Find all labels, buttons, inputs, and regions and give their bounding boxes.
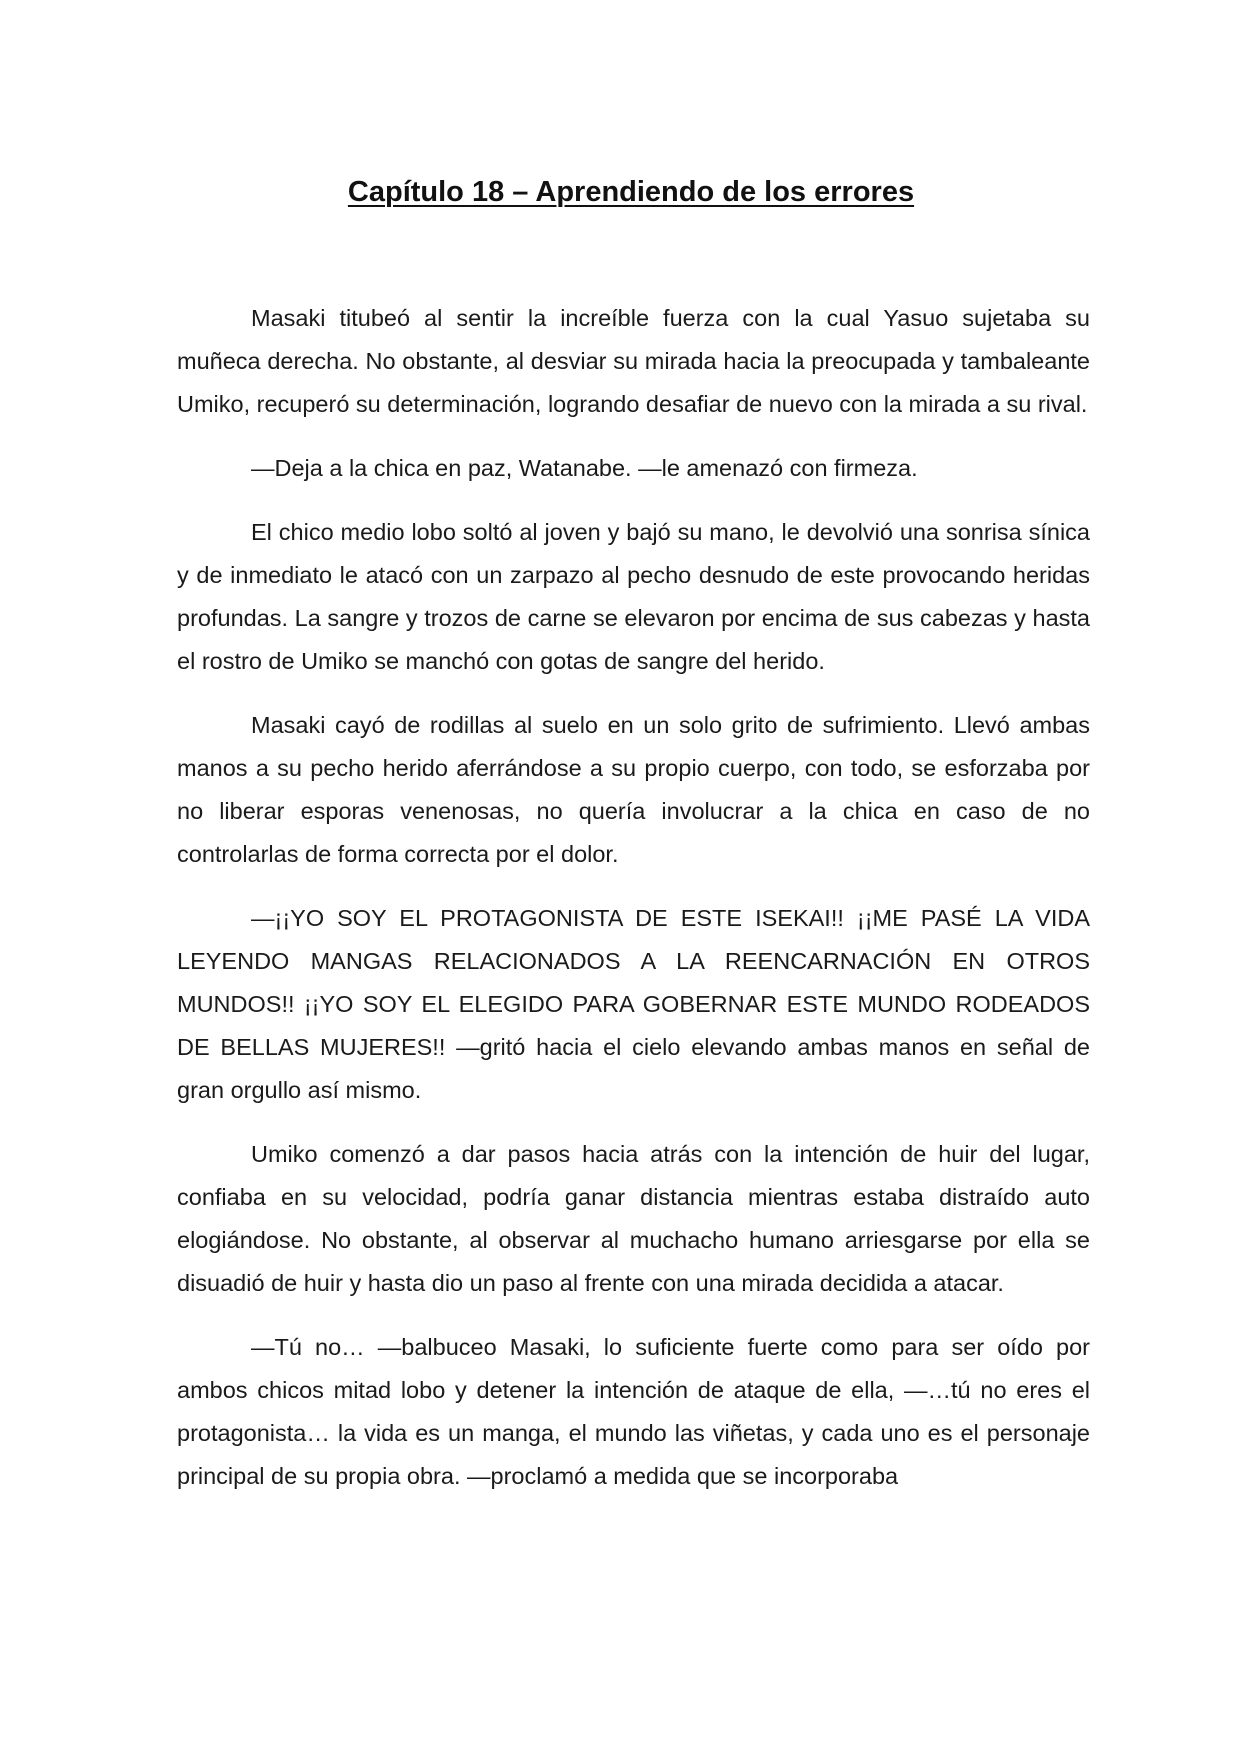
chapter-title-text: Capítulo 18 – Aprendiendo de los errores <box>347 176 915 208</box>
paragraph: —¡¡YO SOY EL PROTAGONISTA DE ESTE ISEKAI!! ¡¡ME PASÉ LA VIDA LEYENDO MANGAS RELACIONADOS A LA REENCARNACIÓN EN OTROS MUNDOS!! ¡¡YO SOY EL ELEGIDO PARA GOBERNAR ESTE MUNDO RODEADOS DE BELLAS MUJERES!! —gritó hacia el cielo elevando ambas manos en señal de gran orgullo así mismo. <box>177 905 1090 1103</box>
paragraph: —Tú no… —balbuceo Masaki, lo suficiente fuerte como para ser oído por ambos chicos mitad lobo y detener la intención de ataque de ella, —…tú no eres el protagonista… la vida es un manga, el mundo las viñetas, y cada uno es el personaje principal de su propia obra. —proclamó a medida que se incorporaba <box>177 1334 1090 1489</box>
paragraph: —Deja a la chica en paz, Watanabe. —le amenazó con firmeza. <box>251 455 918 481</box>
paragraph: Masaki titubeó al sentir la increíble fuerza con la cual Yasuo sujetaba su muñeca derecha. No obstante, al desviar su mirada hacia la preocupada y tambaleante Umiko, recuperó su determinación, logrando desafiar de nuevo con la mirada a su rival. <box>177 305 1090 417</box>
chapter-body <box>177 297 1090 1519</box>
paragraph: El chico medio lobo soltó al joven y bajó su mano, le devolvió una sonrisa sínica y de inmediato le atacó con un zarpazo al pecho desnudo de este provocando heridas profundas. La sangre y trozos de carne se elevaron por encima de sus cabezas y hasta el rostro de Umiko se manchó con gotas de sangre del herido. <box>177 519 1090 674</box>
paragraph: Umiko comenzó a dar pasos hacia atrás con la intención de huir del lugar, confiaba en su velocidad, podría ganar distancia mientras estaba distraído auto elogiándose. No obstante, al observar al muchacho humano arriesgarse por ella se disuadió de huir y hasta dio un paso al frente con una mirada decidida a atacar. <box>177 1141 1090 1296</box>
chapter-title <box>0 174 1240 210</box>
paragraph: Masaki cayó de rodillas al suelo en un solo grito de sufrimiento. Llevó ambas manos a su pecho herido aferrándose a su propio cuerpo, con todo, se esforzaba por no liberar esporas venenosas, no quería involucrar a la chica en caso de no controlarlas de forma correcta por el dolor. <box>177 712 1090 867</box>
